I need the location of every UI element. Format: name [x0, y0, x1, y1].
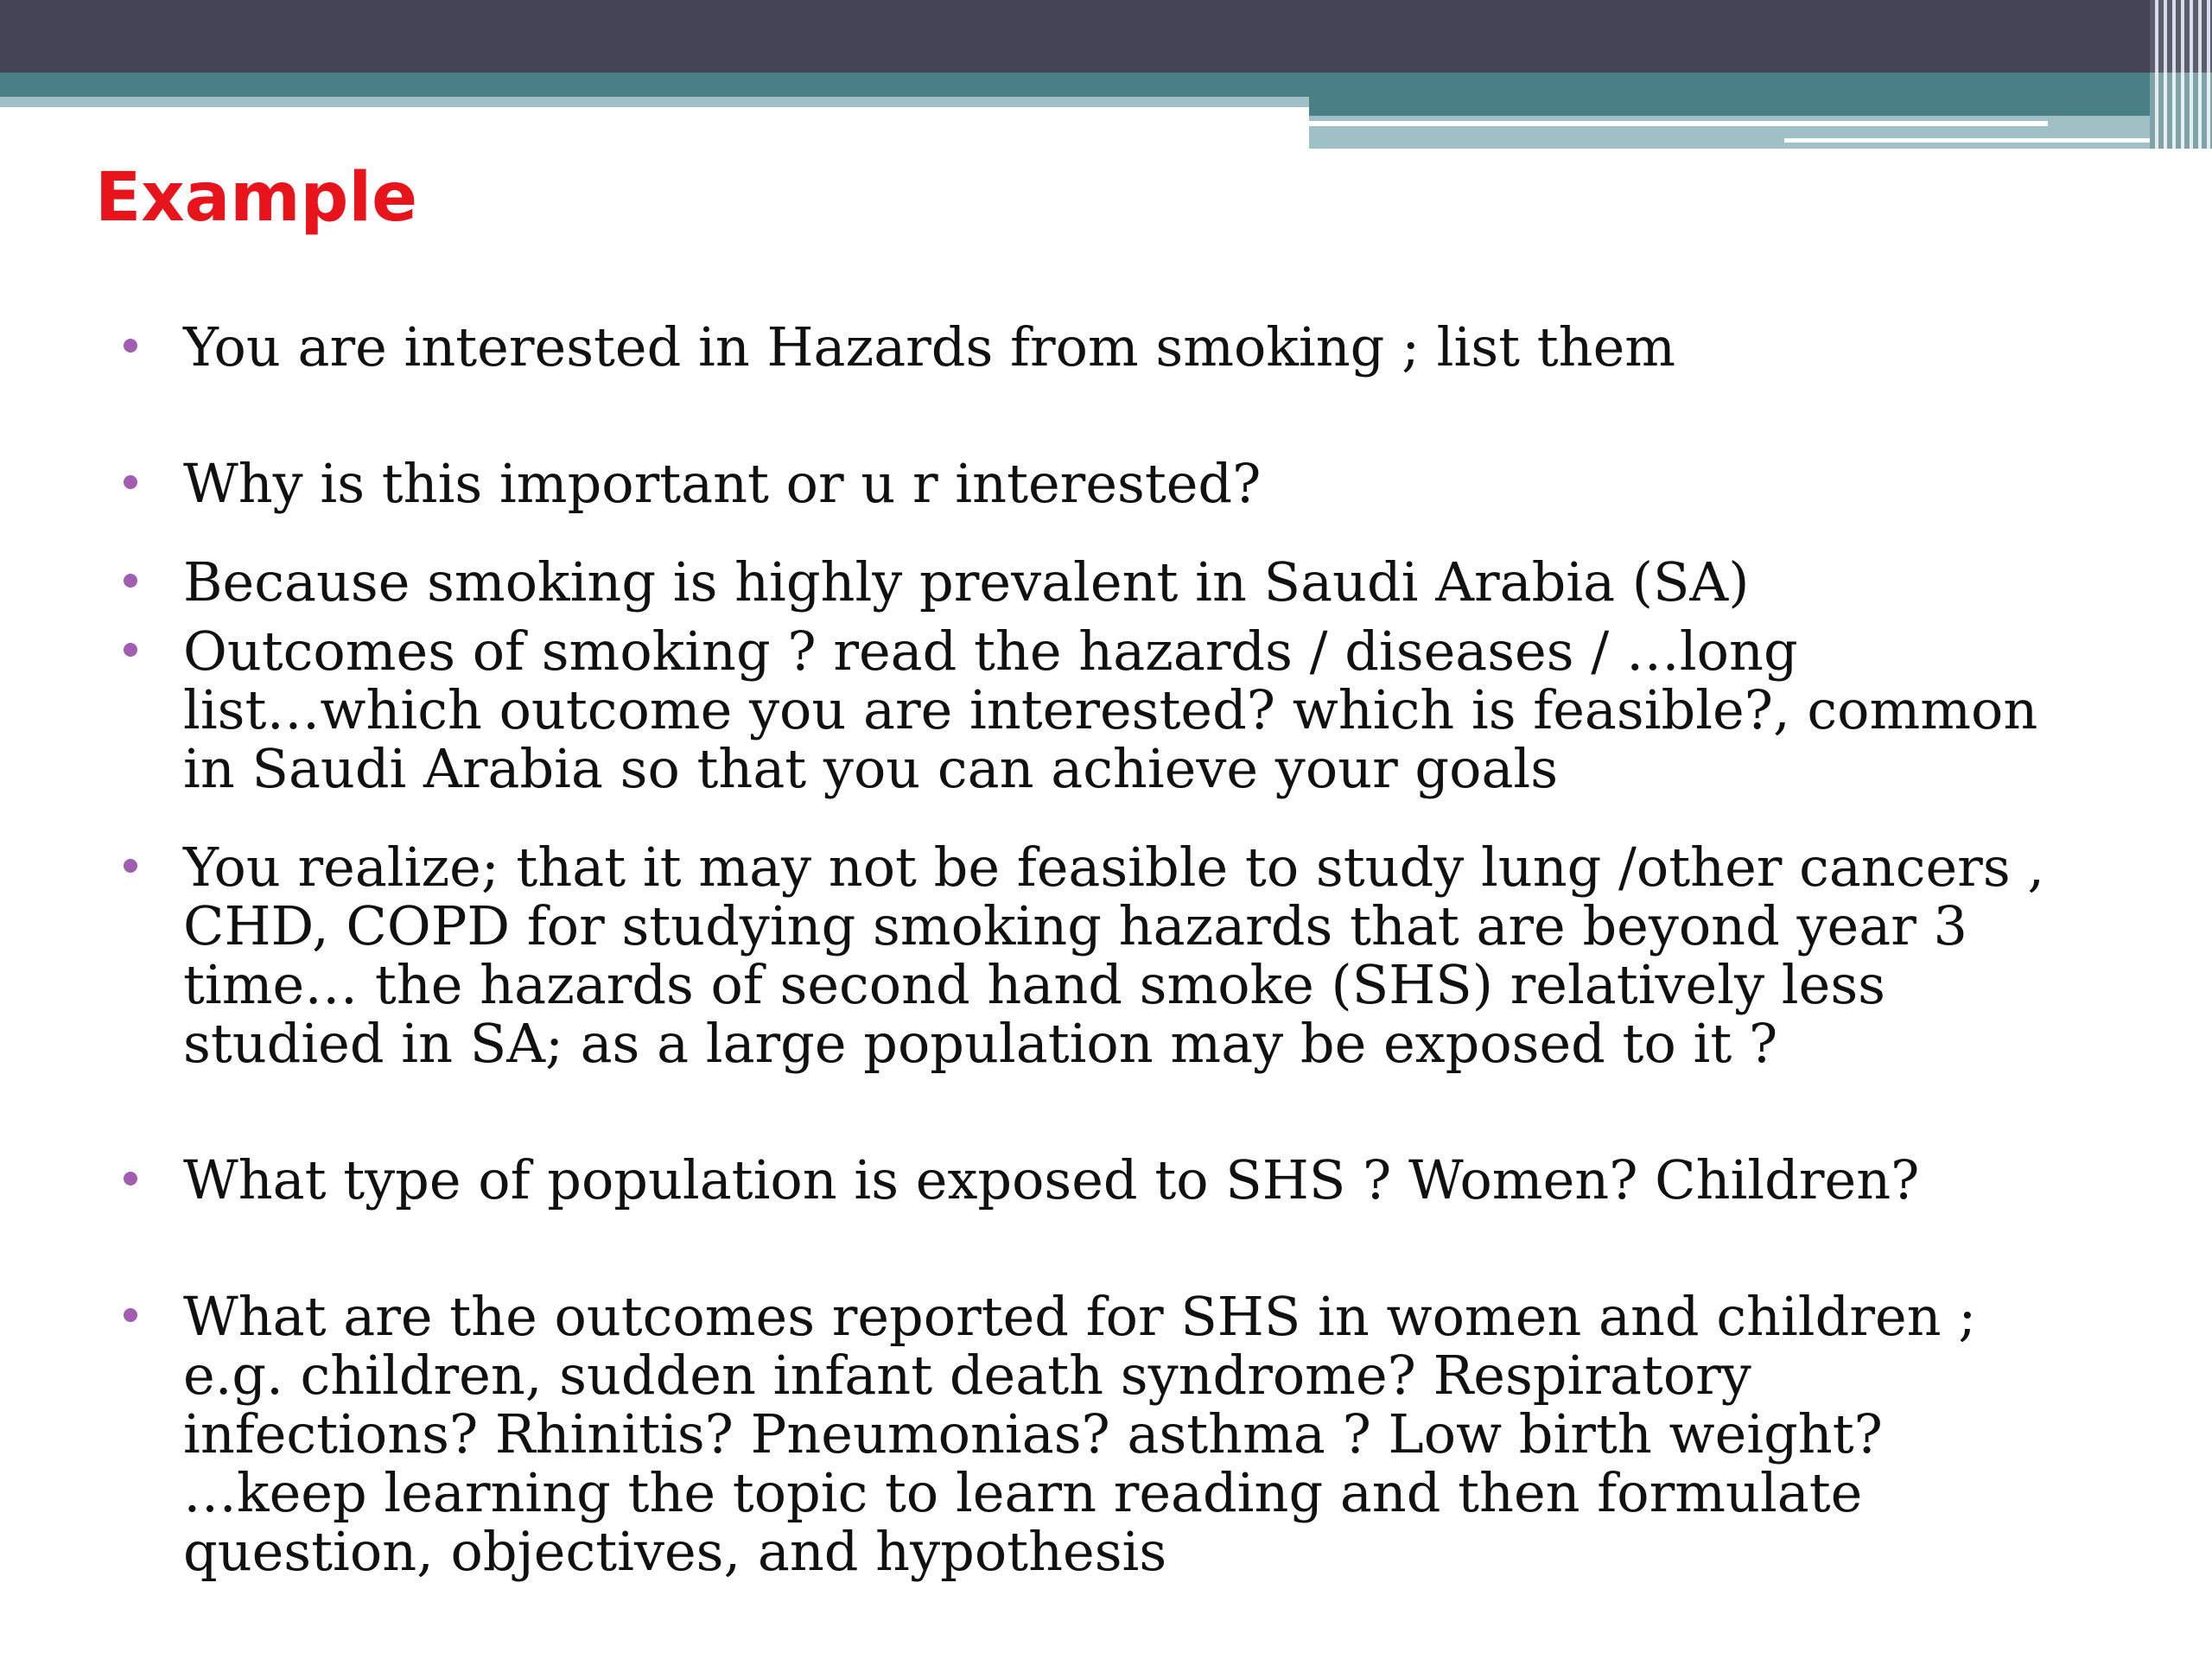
bullet-text-line: CHD, COPD for studying smoking hazards that are beyond year 3: [183, 894, 1967, 957]
bullet-item: [183, 550, 2136, 613]
bullet-item: [183, 1148, 2136, 1211]
bullet-item: [183, 454, 2136, 513]
header-bar-teal-right: [1309, 73, 2212, 116]
bullet-text-line: infections? Rhinitis? Pneumonias? asthma ? Low birth weight?: [183, 1402, 1883, 1465]
bullet-text-line: You realize; that it may not be feasible to study lung /other cancers ,: [183, 836, 2045, 899]
header-bar-teal-light: [0, 97, 1309, 107]
bullet-item: [183, 315, 2136, 378]
bullet-text-line: in Saudi Arabia so that you can achieve your goals: [183, 737, 1559, 800]
header-accent-line: [1309, 121, 2048, 126]
bullet-text-line: Why is this important or u r interested?: [183, 452, 1262, 515]
bullet-dot-icon: [124, 859, 137, 873]
bullet-dot-icon: [124, 574, 137, 588]
bullet-item: [183, 1287, 2136, 1581]
bullet-dot-icon: [124, 475, 137, 489]
slide-title: Example: [95, 159, 417, 237]
bullet-text-line: studied in SA; as a large population may be exposed to it ?: [183, 1012, 1778, 1075]
bullet-text-line: Outcomes of smoking ? read the hazards / diseases / …long: [183, 620, 1798, 683]
bullet-dot-icon: [124, 1172, 137, 1185]
bullet-text-line: question, objectives, and hypothesis: [183, 1520, 1167, 1583]
bullet-text-line: What are the outcomes reported for SHS in women and children ;: [183, 1285, 1977, 1348]
bullet-item: [183, 838, 2136, 1073]
bullet-text-line: time… the hazards of second hand smoke (SHS) relatively less: [183, 953, 1885, 1016]
bullet-text-line: What type of population is exposed to SHS ? Women? Children?: [183, 1148, 1920, 1211]
bullet-dot-icon: [124, 1308, 137, 1322]
bullet-item: [183, 622, 2136, 798]
header-bar-dark: [0, 0, 2212, 73]
bullet-dot-icon: [124, 643, 137, 657]
bullet-dot-icon: [124, 339, 137, 353]
header-accent-line-short: [1784, 138, 2212, 143]
header-stripes-low: [2150, 73, 2212, 149]
bullet-text-line: …keep learning the topic to learn reading and then formulate: [183, 1461, 1863, 1524]
bullet-text-line: You are interested in Hazards from smoking ; list them: [183, 315, 1676, 378]
bullet-text-line: e.g. children, sudden infant death syndrome? Respiratory: [183, 1344, 1751, 1407]
bullet-text-line: list…which outcome you are interested? which is feasible?, common: [183, 678, 2038, 741]
header-bar-teal: [0, 73, 1309, 97]
bullet-text-line: Because smoking is highly prevalent in Saudi Arabia (SA): [183, 550, 1750, 613]
